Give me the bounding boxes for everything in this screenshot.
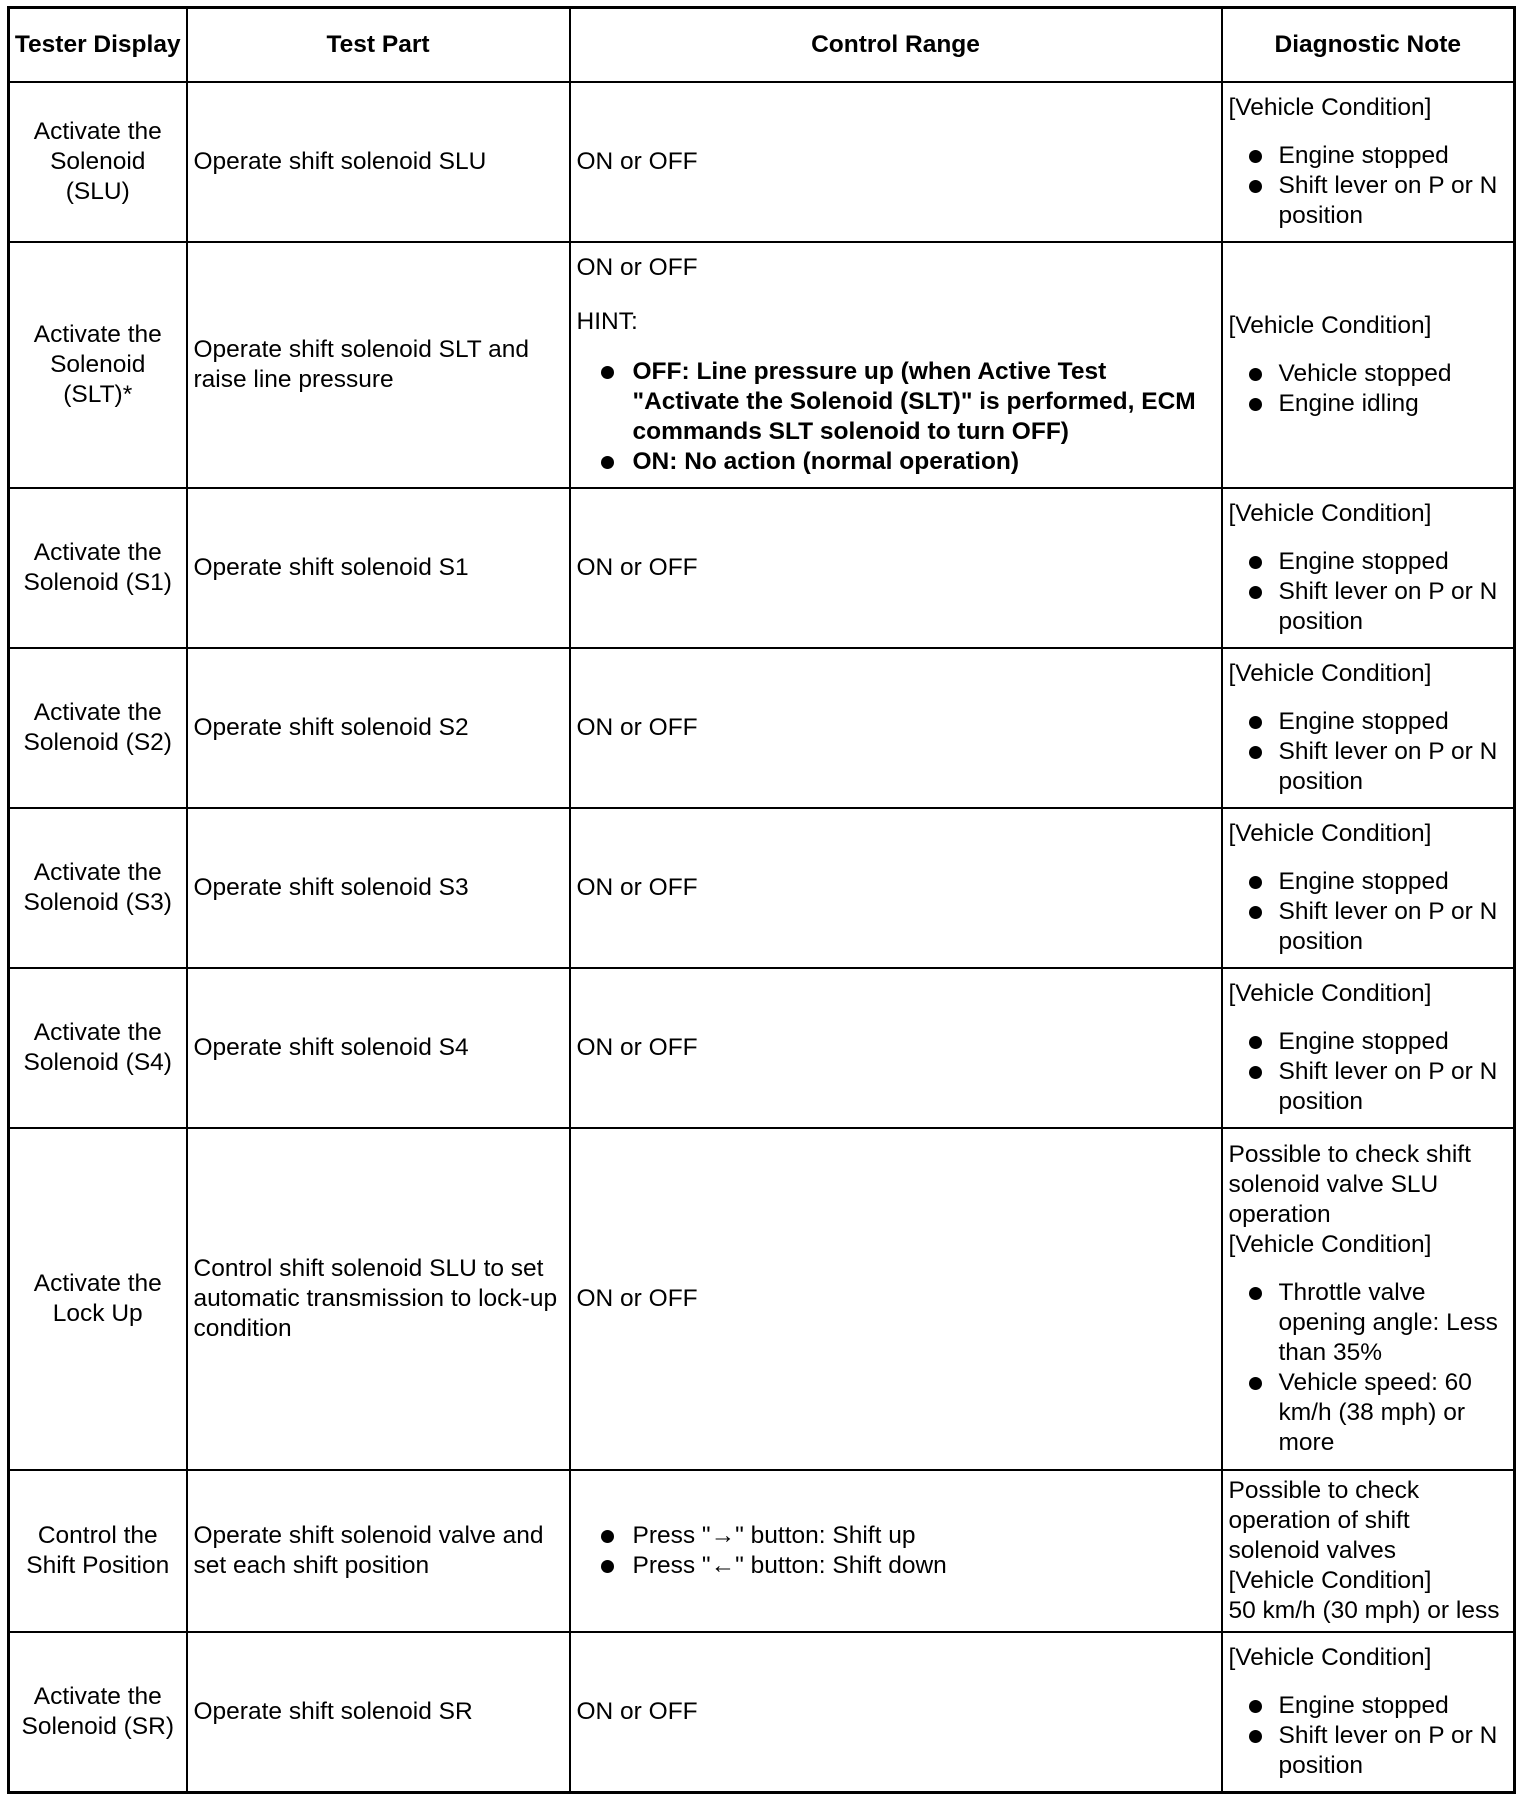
bullet-icon [601,1530,614,1543]
list-item [1279,897,1508,957]
condition-list [1229,707,1508,797]
tester-display-cell: Activate the Lock Up [9,1128,187,1470]
condition-text: Shift lever on P or N position [1278,172,1498,229]
list-item [1279,1057,1508,1117]
tester-display-cell: Activate the Solenoid (S4) [9,968,187,1128]
table-row [9,488,1515,648]
list-item [1279,141,1508,171]
bullet-icon [1249,746,1262,759]
condition-list [1229,359,1508,419]
vehicle-condition-label: [Vehicle Condition] [1228,1643,1432,1671]
list-item [633,1521,1215,1551]
header-test-part: Test Part [187,8,570,83]
test-part-cell: Operate shift solenoid valve and set each shift position [187,1470,570,1632]
test-part-cell: Operate shift solenoid SR [187,1632,570,1792]
diagnostic-note-cell [1222,488,1515,648]
vehicle-condition-label: [Vehicle Condition] [1228,94,1432,121]
control-range-cell: ON or OFF [570,1632,1222,1792]
bullet-icon [601,366,614,379]
table-row [9,648,1515,808]
list-item [1279,1368,1508,1458]
condition-text: Engine idling [1278,390,1419,417]
tester-display-cell: Activate the Solenoid (S3) [9,808,187,968]
tester-display-cell: Activate the Solenoid (SR) [9,1632,187,1792]
bullet-icon [1249,906,1262,919]
table-row [9,808,1515,968]
bullet-icon [1249,556,1262,569]
list-item [1279,547,1508,577]
note-speed: 50 km/h (30 mph) or less [1228,1597,1500,1624]
tester-display-cell: Activate the Solenoid (S1) [9,488,187,648]
header-diagnostic-note: Diagnostic Note [1222,8,1515,83]
condition-text: Throttle valve opening angle: Less than 35% [1278,1279,1498,1366]
hint-label: HINT: [576,308,638,335]
tester-display-cell: Activate the Solenoid (SLT)* [9,242,187,488]
vehicle-condition-label: [Vehicle Condition] [1228,312,1432,339]
table-header-row [9,8,1515,83]
diagnostic-note-cell [1222,1632,1515,1792]
hint-text: OFF: Line pressure up (when Active Test "Activate the Solenoid (SLT)" is performed, ECM commands SLT solenoid to turn OFF) [632,358,1196,445]
header-tester-display: Tester Display [9,8,187,83]
condition-text: Engine stopped [1278,1028,1449,1055]
condition-list [1229,141,1508,231]
condition-text: Shift lever on P or N position [1278,738,1498,795]
vehicle-condition-label: [Vehicle Condition] [1228,820,1432,847]
tester-display-cell: Activate the Solenoid (S2) [9,648,187,808]
test-part-cell: Operate shift solenoid SLU [187,82,570,242]
list-item [1279,1691,1508,1721]
condition-list [1229,867,1508,957]
table-row [9,242,1515,488]
condition-text: Vehicle speed: 60 km/h (38 mph) or more [1278,1369,1472,1456]
test-part-cell: Operate shift solenoid S2 [187,648,570,808]
tester-display-cell: Activate the Solenoid (SLU) [9,82,187,242]
control-range-cell [570,242,1222,488]
bullet-icon [1249,1066,1262,1079]
condition-text: Shift lever on P or N position [1278,1058,1498,1115]
table-row [9,1632,1515,1792]
range-list [577,1521,1215,1581]
bullet-icon [1249,876,1262,889]
table-row [9,968,1515,1128]
list-item [633,357,1215,447]
bullet-icon [1249,368,1262,381]
tester-display-cell: Control the Shift Position [9,1470,187,1632]
condition-list [1229,1027,1508,1117]
range-text: Press "→" button: Shift up [632,1522,916,1549]
test-part-cell: Control shift solenoid SLU to set automatic transmission to lock-up condition [187,1128,570,1470]
control-range-cell [570,1470,1222,1632]
table-row [9,1470,1515,1632]
list-item [1279,577,1508,637]
note-intro: Possible to check operation of shift solenoid valves [1228,1477,1420,1564]
bullet-icon [1249,180,1262,193]
hint-list [577,357,1215,477]
hint-text: ON: No action (normal operation) [632,448,1020,475]
range-text: Press "←" button: Shift down [632,1552,947,1579]
vehicle-condition-label: [Vehicle Condition] [1228,660,1432,687]
diagnostic-note-cell [1222,242,1515,488]
condition-text: Shift lever on P or N position [1278,1721,1498,1779]
list-item [633,447,1215,477]
control-range-cell: ON or OFF [570,1128,1222,1470]
bullet-icon [1249,150,1262,163]
diagnostic-note-cell [1222,968,1515,1128]
control-range-cell: ON or OFF [570,488,1222,648]
list-item [1279,867,1508,897]
diagnostic-note-cell [1222,82,1515,242]
diagnostic-note-cell [1222,1470,1515,1632]
vehicle-condition-label: [Vehicle Condition] [1228,1567,1432,1594]
condition-text: Engine stopped [1278,1691,1449,1719]
bullet-icon [1249,1377,1262,1390]
list-item [1279,1721,1508,1781]
test-part-cell: Operate shift solenoid S3 [187,808,570,968]
bullet-icon [601,456,614,469]
bullet-icon [1249,1036,1262,1049]
condition-text: Vehicle stopped [1278,360,1452,387]
bullet-icon [1249,1700,1262,1713]
table-row [9,1128,1515,1470]
active-test-table [7,6,1516,1794]
table-row [9,82,1515,242]
diagnostic-note-cell [1222,648,1515,808]
header-control-range: Control Range [570,8,1222,83]
list-item [1279,359,1508,389]
condition-list [1229,1691,1508,1781]
bullet-icon [1249,1287,1262,1300]
vehicle-condition-label: [Vehicle Condition] [1228,500,1432,527]
list-item [1279,1278,1508,1368]
control-range-cell: ON or OFF [570,648,1222,808]
list-item [1279,389,1508,419]
condition-text: Engine stopped [1278,142,1449,169]
bullet-icon [1249,586,1262,599]
list-item [1279,707,1508,737]
note-intro: Possible to check shift solenoid valve SLU operation [1228,1141,1471,1228]
control-range-cell: ON or OFF [570,968,1222,1128]
condition-text: Engine stopped [1278,708,1449,735]
control-range-cell: ON or OFF [570,82,1222,242]
list-item [1279,1027,1508,1057]
test-part-cell: Operate shift solenoid S1 [187,488,570,648]
list-item [633,1551,1215,1581]
condition-text: Shift lever on P or N position [1278,898,1498,955]
test-part-cell: Operate shift solenoid S4 [187,968,570,1128]
bullet-icon [1249,716,1262,729]
bullet-icon [1249,1730,1262,1743]
vehicle-condition-label: [Vehicle Condition] [1228,1231,1432,1258]
condition-text: Engine stopped [1278,868,1449,895]
test-part-cell: Operate shift solenoid SLT and raise line pressure [187,242,570,488]
vehicle-condition-label: [Vehicle Condition] [1228,980,1432,1007]
condition-list [1229,1278,1508,1458]
list-item [1279,171,1508,231]
condition-list [1229,547,1508,637]
bullet-icon [601,1560,614,1573]
condition-text: Engine stopped [1278,548,1449,575]
control-range-cell: ON or OFF [570,808,1222,968]
control-range-value: ON or OFF [576,254,698,281]
diagnostic-note-cell [1222,1128,1515,1470]
condition-text: Shift lever on P or N position [1278,578,1498,635]
bullet-icon [1249,398,1262,411]
list-item [1279,737,1508,797]
diagnostic-note-cell [1222,808,1515,968]
